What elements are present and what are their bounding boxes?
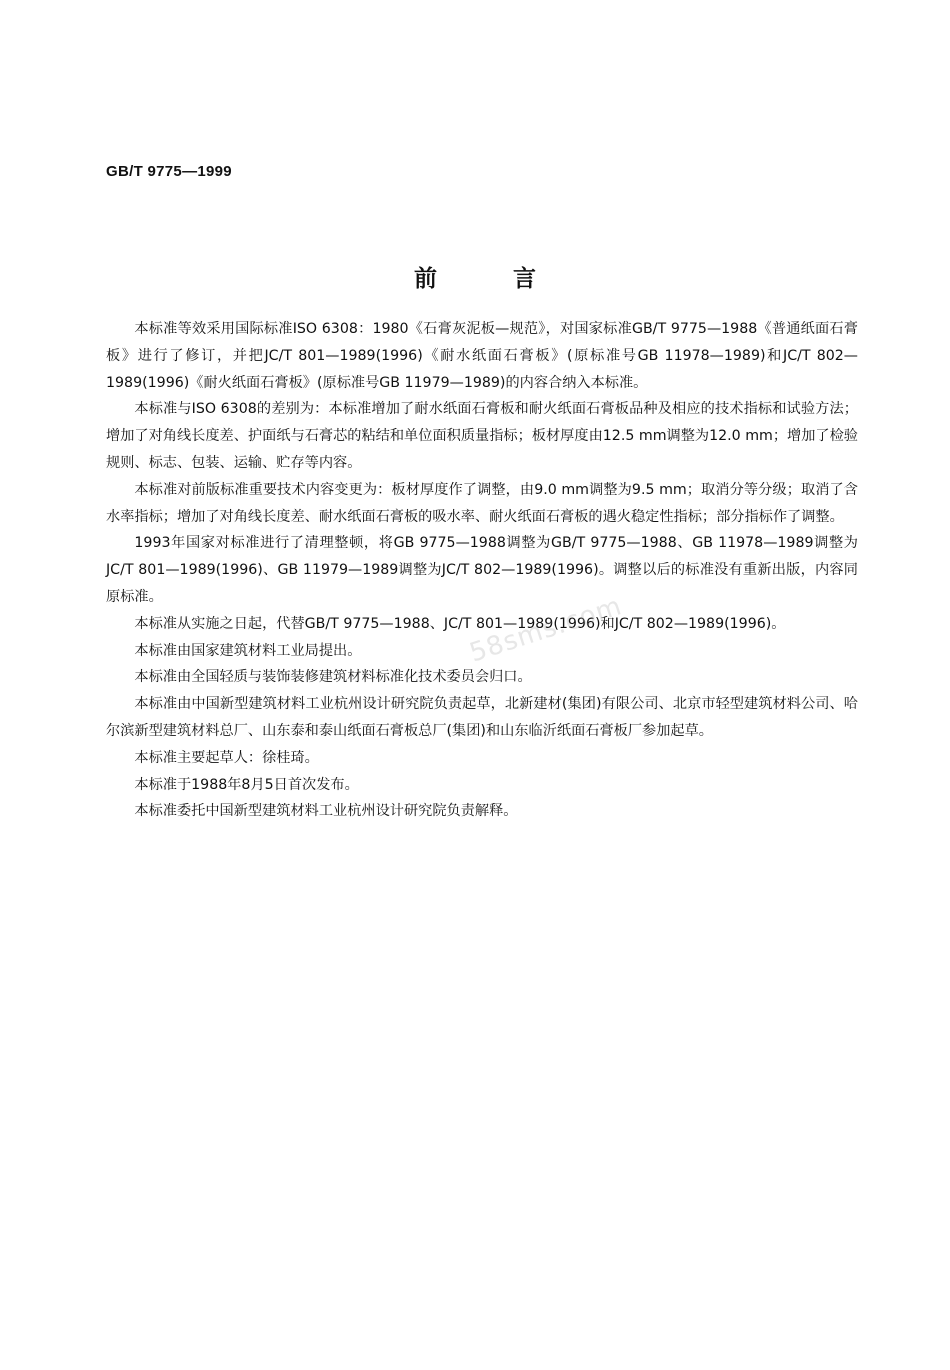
foreword-body — [106, 316, 858, 825]
paragraph-interpretation: 本标准委托中国新型建筑材料工业杭州设计研究院负责解释。 — [134, 803, 518, 820]
paragraph-1993-adjustment: 1993年国家对标准进行了清理整顿，将GB 9775—1988调整为GB/T 9775—1988、GB 11978—1989调整为JC/T 801—1989(1996)、GB 11979—1989调整为JC/T 802—1989(1996)。调整以后的标准没有重新出版，内容同原标准。 — [106, 535, 858, 605]
paragraph-drafted-by: 本标准由中国新型建筑材料工业杭州设计研究院负责起草，北新建材(集团)有限公司、北京市轻型建筑材料公司、哈尔滨新型建筑材料总厂、山东泰和泰山纸面石膏板总厂(集团)和山东临沂纸面石膏板厂参加起草。 — [106, 696, 858, 739]
paragraph-main-drafter: 本标准主要起草人：徐桂琦。 — [134, 749, 319, 766]
paragraph-replacement: 本标准从实施之日起，代替GB/T 9775—1988、JC/T 801—1989(1996)和JC/T 802—1989(1996)。 — [134, 615, 786, 632]
title-char-1: 前 — [414, 266, 437, 292]
paragraph-adoption: 本标准等效采用国际标准ISO 6308：1980《石膏灰泥板—规范》，对国家标准GB/T 9775—1988《普通纸面石膏板》进行了修订，并把JC/T 801—1989(1996)《耐水纸面石膏板》(原标准号GB 11978—1989)和JC/T 802—1989(1996)《耐火纸面石膏板》(原标准号GB 11979—1989)的内容合纳入本标准。 — [106, 321, 858, 391]
title-char-2: 言 — [513, 266, 536, 292]
paragraph-changes-previous: 本标准对前版标准重要技术内容变更为：板材厚度作了调整，由9.0 mm调整为9.5 mm；取消分等分级；取消了含水率指标；增加了对角线长度差、耐水纸面石膏板的吸水率、耐火纸面石膏板的遇火稳定性指标；部分指标作了调整。 — [106, 481, 858, 525]
paragraph-proposed-by: 本标准由国家建筑材料工业局提出。 — [134, 642, 362, 659]
watermark: 58sms.com — [466, 591, 626, 669]
paragraph-centralized-by: 本标准由全国轻质与装饰装修建筑材料标准化技术委员会归口。 — [134, 669, 532, 686]
paragraph-first-published: 本标准于1988年8月5日首次发布。 — [134, 776, 359, 793]
standard-code: GB/T 9775—1999 — [106, 163, 232, 180]
page-title — [0, 260, 950, 293]
paragraph-differences-iso: 本标准与ISO 6308的差别为：本标准增加了耐水纸面石膏板和耐火纸面石膏板品种及相应的技术指标和试验方法；增加了对角线长度差、护面纸与石膏芯的粘结和单位面积质量指标；板材厚度由12.5 mm调整为12.0 mm；增加了检验规则、标志、包装、运输、贮存等内容。 — [106, 401, 858, 471]
